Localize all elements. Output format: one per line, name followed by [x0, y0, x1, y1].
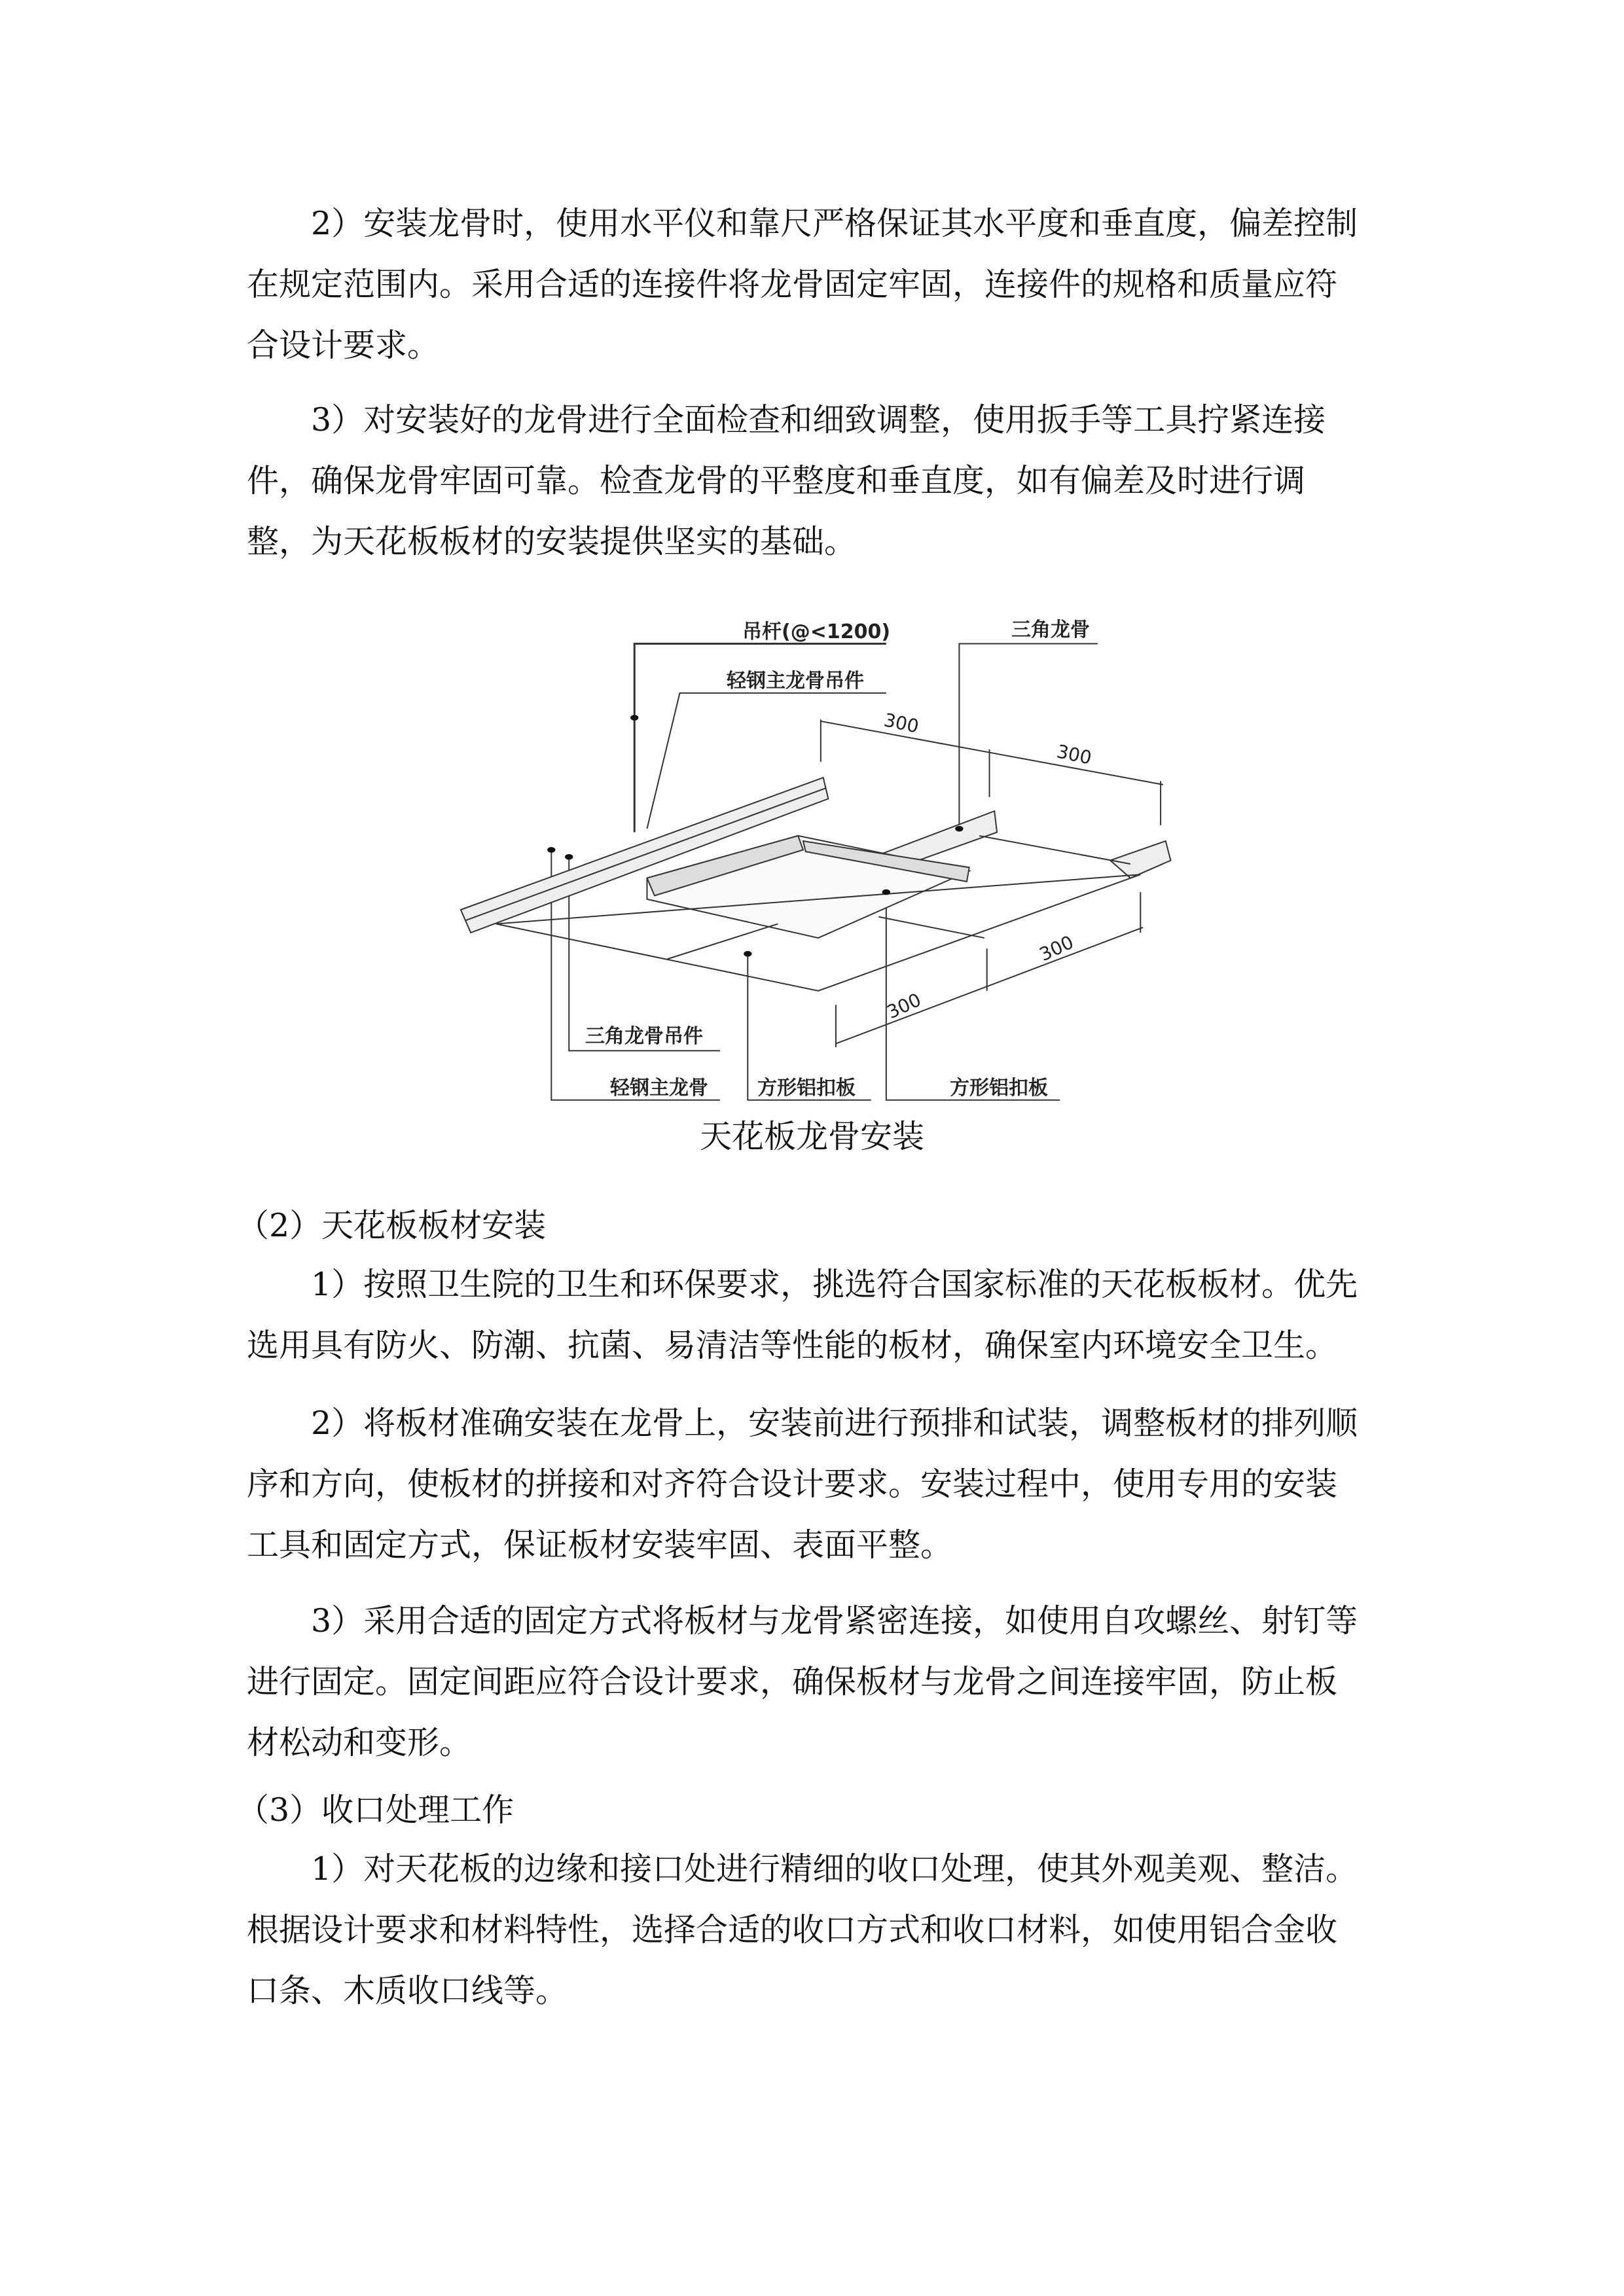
text-line: 根据设计要求和材料特性，选择合适的收口方式和收口材料，如使用铝合金收: [247, 1911, 1338, 1948]
text-line: 在规定范围内。采用合适的连接件将龙骨固定牢固，连接件的规格和质量应符: [247, 266, 1338, 303]
text-line: 进行固定。固定间距应符合设计要求，确保板材与龙骨之间连接牢固，防止板: [247, 1663, 1338, 1700]
paragraph-panel-3: [247, 1590, 1386, 1773]
text-line: 2）将板材准确安装在龙骨上，安装前进行预排和试装，调整板材的排列顺: [311, 1405, 1358, 1442]
paragraph-edge-1: [247, 1839, 1386, 2021]
paragraph-panel-2: [247, 1393, 1386, 1575]
text-line: 2）安装龙骨时，使用水平仪和靠尺严格保证其水平度和垂直度，偏差控制: [311, 205, 1358, 242]
text-line: 序和方向，使板材的拼接和对齐符合设计要求。安装过程中，使用专用的安装: [247, 1465, 1338, 1503]
label-main-keel: 轻钢主龙骨: [610, 1077, 708, 1100]
paragraph-keel-install-2: [247, 193, 1386, 376]
text-line: 1）对天花板的边缘和接口处进行精细的收口处理，使其外观美观、整洁。: [311, 1850, 1358, 1888]
text-line: 3）对安装好的龙骨进行全面检查和细致调整，使用扳手等工具拧紧连接: [311, 401, 1326, 439]
text-line: 合设计要求。: [247, 327, 440, 364]
figure-caption: 天花板龙骨安装: [699, 1118, 924, 1155]
text-line: 3）采用合适的固定方式将板材与龙骨紧密连接，如使用自攻螺丝、射钉等: [311, 1602, 1358, 1640]
dimension-label: 300: [883, 988, 925, 1024]
label-triangle-keel: 三角龙骨: [1011, 619, 1090, 641]
text-line: 整，为天花板板材的安装提供坚实的基础。: [247, 523, 857, 560]
dimension-label: 300: [882, 709, 921, 738]
label-panel-1: 方形铝扣板: [757, 1077, 856, 1100]
text-line: 1）按照卫生院的卫生和环保要求，挑选符合国家标准的天花板板材。优先: [311, 1266, 1358, 1303]
paragraph-panel-1: [247, 1254, 1386, 1376]
label-hanger-rod: 吊杆(@<1200): [742, 620, 891, 643]
label-main-keel-hanger: 轻钢主龙骨吊件: [727, 670, 864, 692]
paragraph-keel-install-3: [247, 389, 1386, 572]
section-heading-panel-install: （2）天花板板材安装: [237, 1207, 547, 1244]
label-triangle-keel-hanger: 三角龙骨吊件: [585, 1025, 703, 1048]
text-line: 口条、木质收口线等。: [247, 1972, 568, 2009]
dimension-label: 300: [1036, 931, 1077, 966]
text-line: 工具和固定方式，保证板材安装牢固、表面平整。: [247, 1526, 953, 1564]
text-line: 材松动和变形。: [247, 1724, 472, 1761]
text-line: 件，确保龙骨牢固可靠。检查龙骨的平整度和垂直度，如有偏差及时进行调: [247, 462, 1306, 499]
label-panel-2: 方形铝扣板: [950, 1077, 1048, 1100]
dimension-label: 300: [1055, 740, 1094, 769]
text-line: 选用具有防火、防潮、抗菌、易清洁等性能的板材，确保室内环境安全卫生。: [247, 1327, 1338, 1364]
section-heading-edge-finishing: （3）收口处理工作: [237, 1791, 514, 1829]
